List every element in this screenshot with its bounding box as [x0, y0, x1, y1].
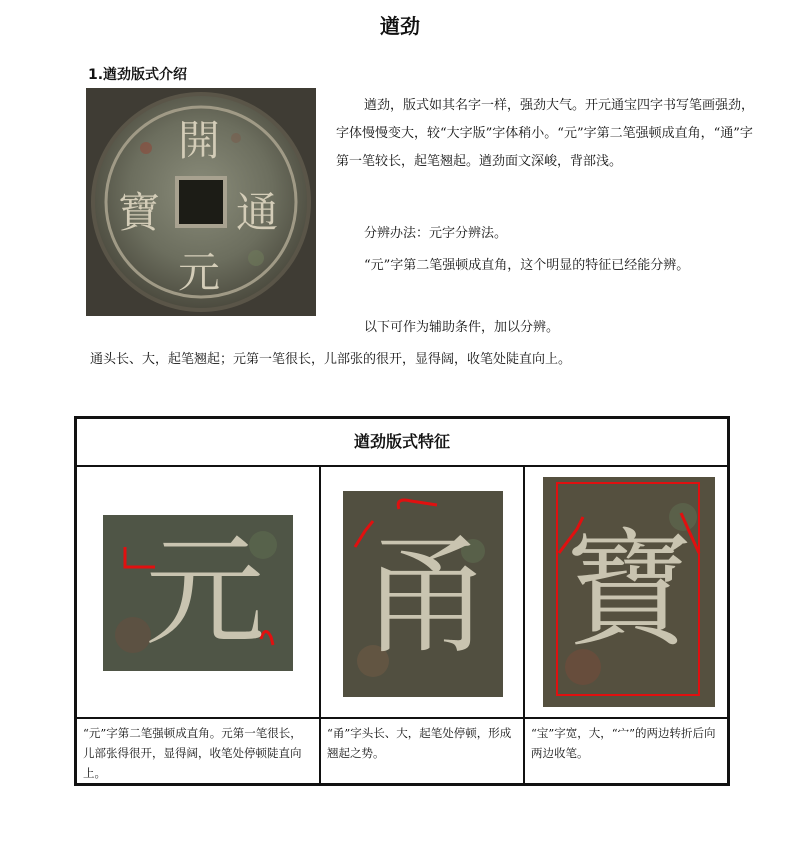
section-heading: 1.遒劲版式介绍 [88, 67, 188, 83]
feature-cell-yong [321, 467, 525, 783]
coin-photo [86, 88, 316, 316]
feature-cell-yuan [77, 467, 321, 783]
feature-cell-bao [525, 467, 727, 783]
coin-char-bottom: 元 [178, 248, 221, 297]
coin-char-left: 寶 [118, 188, 161, 237]
method-paragraph: 分辨办法：元字分辨法。 [364, 226, 508, 241]
coin-char-right: 通 [236, 188, 279, 237]
table-title: 遒劲版式特征 [77, 419, 727, 467]
coin-char-top: 開 [178, 116, 221, 165]
feature-paragraph: “元”字第二笔强顿成直角，这个明显的特征已经能分辨。 [364, 258, 690, 273]
page-title: 遒劲 [380, 14, 420, 38]
yong-closeup-photo [343, 491, 503, 697]
intro-paragraph: 遒劲，版式如其名字一样，强劲大气。开元通宝四字书写笔画强劲，字体慢慢变大，较“大字版”字体稍小。“元”字第二笔强顿成直角，“通”字第一笔较长，起笔翘起。遒劲面文深峻，背部浅。 [336, 98, 755, 169]
bao-caption: “宝”字宽，大，“宀”的两边转折后向两边收笔。 [525, 717, 727, 767]
feature-table [74, 416, 730, 786]
yong-caption: “甬”字头长、大，起笔处停顿，形成翘起之势。 [321, 717, 523, 767]
auxiliary-paragraph: 以下可作为辅助条件，加以分辨。 [364, 320, 560, 335]
yuan-caption: “元”字第二笔强顿成直角。元第一笔很长，儿部张得很开，显得阔，收笔处停顿陡直向上。 [77, 717, 319, 787]
yong-character: 甬 [361, 520, 492, 672]
yuan-character: 元 [145, 523, 265, 662]
yuan-closeup-photo [103, 515, 293, 671]
bao-character: 寶 [565, 516, 694, 665]
bao-closeup-photo [543, 477, 715, 707]
detail-paragraph: 通头长、大，起笔翘起；元第一笔很长，儿部张的很开，显得阔，收笔处陡直向上。 [90, 352, 572, 367]
